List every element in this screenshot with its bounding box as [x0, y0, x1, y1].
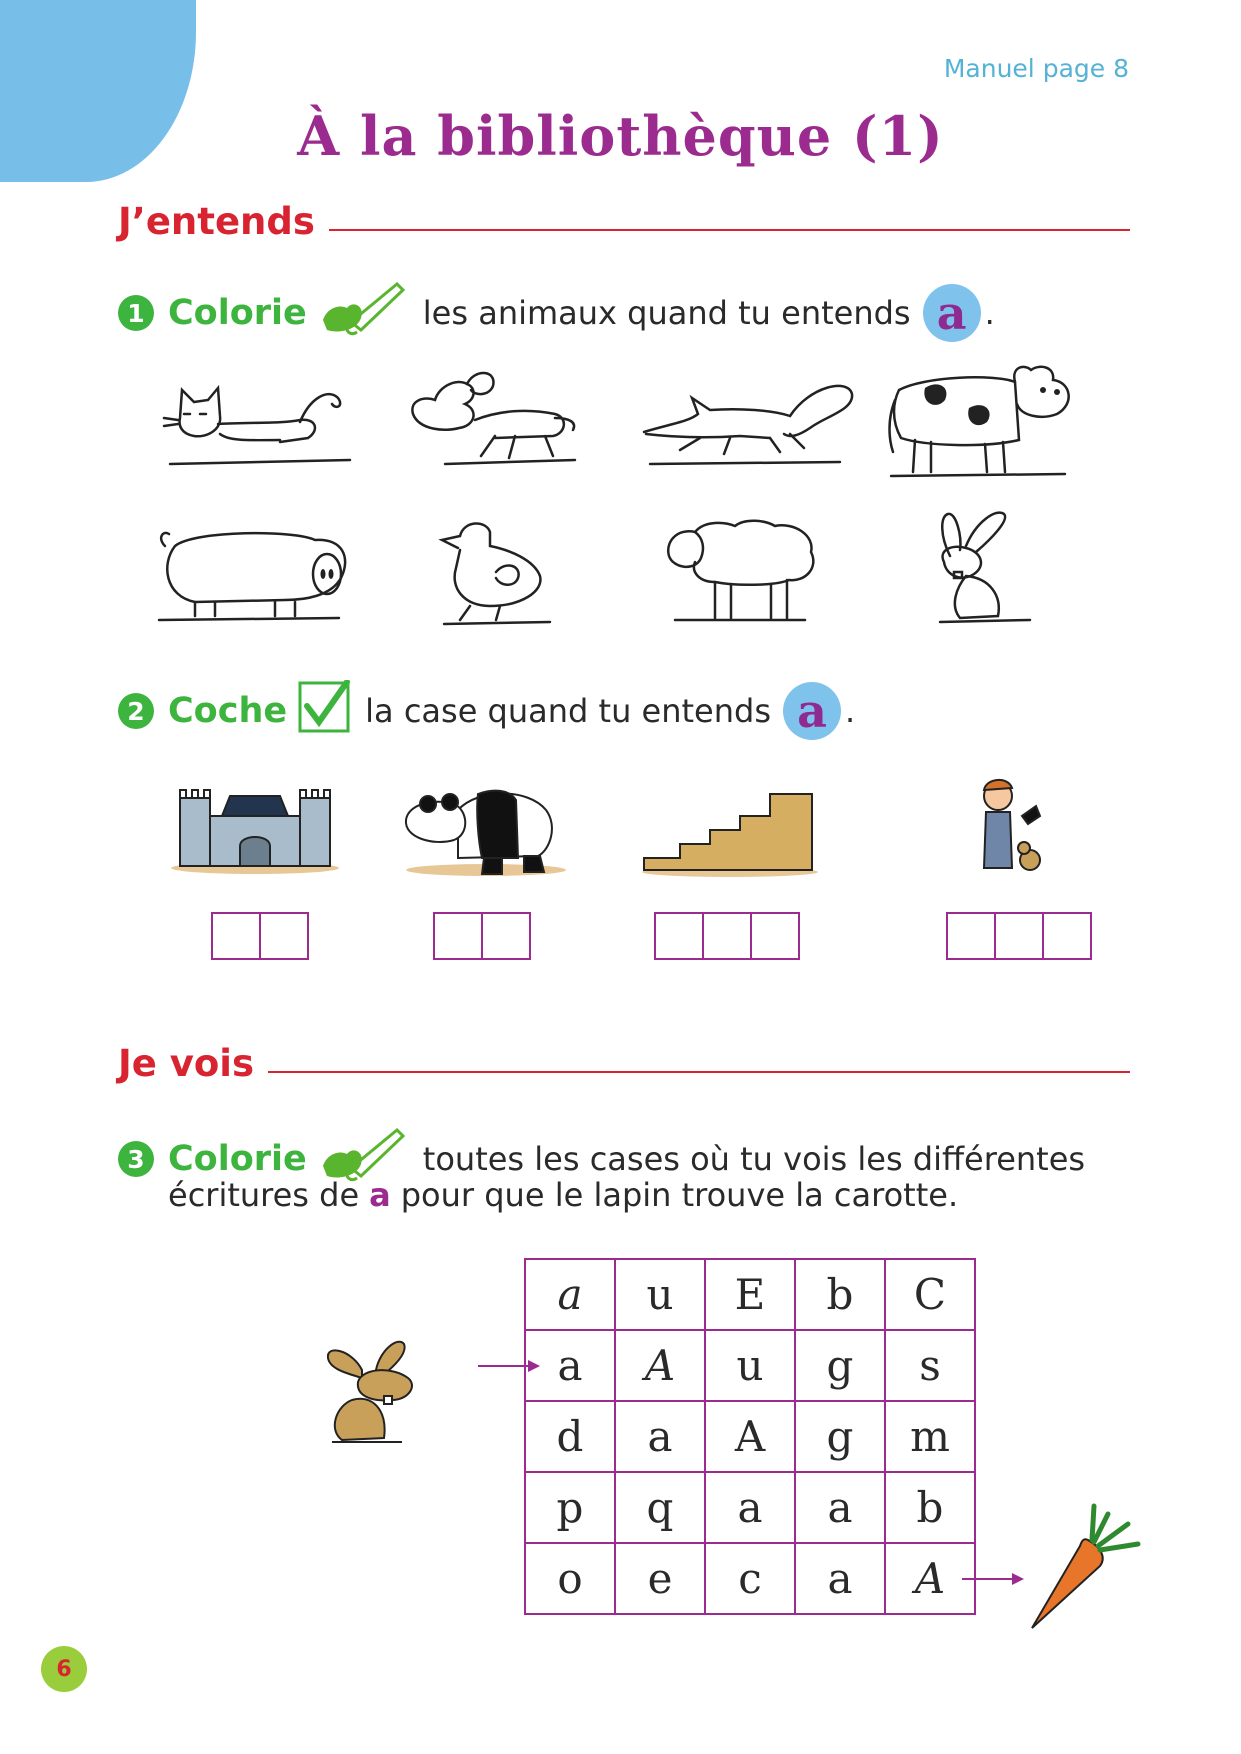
cow-drawing[interactable] — [885, 360, 1085, 480]
syllable-box[interactable] — [702, 914, 750, 958]
grid-row — [525, 1259, 975, 1330]
grid-cell[interactable]: A — [705, 1401, 795, 1472]
section-see-heading — [118, 1042, 1130, 1085]
grid-cell[interactable]: o — [525, 1543, 615, 1614]
grid-cell[interactable]: g — [795, 1330, 885, 1401]
exercise3-number: 3 — [118, 1141, 154, 1177]
dog-drawing[interactable] — [405, 360, 605, 470]
panda-picture[interactable] — [398, 780, 568, 878]
cat-drawing[interactable] — [160, 368, 360, 478]
grid-cell[interactable]: A — [615, 1330, 705, 1401]
letter-a-bubble: a — [783, 682, 841, 740]
fox-drawing[interactable] — [640, 372, 860, 472]
page-number: 6 — [41, 1646, 87, 1692]
grid-cell[interactable]: p — [525, 1472, 615, 1543]
exercise2-number: 2 — [118, 693, 154, 729]
grid-cell[interactable]: a — [525, 1259, 615, 1330]
exercise1-verb: Colorie — [168, 293, 307, 333]
grid-cell[interactable]: a — [705, 1472, 795, 1543]
exercise2-punct: . — [844, 692, 856, 730]
grid-cell[interactable]: b — [885, 1472, 975, 1543]
grid-cell[interactable]: d — [525, 1401, 615, 1472]
grid-cell[interactable]: e — [615, 1543, 705, 1614]
grid-cell[interactable]: E — [705, 1259, 795, 1330]
exercise1-instruction — [118, 278, 995, 348]
exercise2-verb: Coche — [168, 691, 288, 731]
stairs-picture[interactable] — [640, 788, 820, 878]
section-see-label: Je vois — [118, 1042, 254, 1085]
exercise3-verb: Colorie — [168, 1139, 307, 1179]
syllable-boxes-castle — [211, 912, 309, 960]
exercise3-text-after: pour que le lapin trouve la carotte. — [400, 1176, 959, 1214]
checkbox-icon — [297, 680, 351, 742]
sheep-drawing[interactable] — [655, 512, 825, 627]
page-title: À la bibliothèque (1) — [297, 104, 944, 168]
exercise2-text: la case quand tu entends — [365, 692, 771, 730]
pig-drawing[interactable] — [155, 516, 355, 626]
grid-cell[interactable]: g — [795, 1401, 885, 1472]
exercise3-text-before: écritures de — [168, 1176, 360, 1214]
syllable-box[interactable] — [994, 914, 1042, 958]
section-divider — [329, 229, 1130, 231]
grid-cell[interactable]: u — [615, 1259, 705, 1330]
grid-cell[interactable]: a — [525, 1330, 615, 1401]
syllable-boxes-stairs — [654, 912, 800, 960]
grid-cell[interactable]: m — [885, 1401, 975, 1472]
exercise3-text-line1: toutes les cases où tu vois les différentes — [422, 1140, 1086, 1178]
castle-picture[interactable] — [170, 776, 340, 876]
grid-cell[interactable]: a — [795, 1543, 885, 1614]
manual-reference: Manuel page 8 — [943, 54, 1129, 83]
section-hear-label: J’entends — [118, 200, 315, 243]
syllable-box[interactable] — [259, 914, 307, 958]
paintbrush-icon — [317, 278, 409, 348]
exercise3-letter: a — [369, 1176, 391, 1214]
exercise1-text: les animaux quand tu entends — [422, 294, 911, 332]
grid-cell[interactable]: q — [615, 1472, 705, 1543]
syllable-boxes-panda — [433, 912, 531, 960]
boy-with-teddy-picture[interactable] — [968, 772, 1058, 882]
syllable-box[interactable] — [213, 914, 259, 958]
syllable-box[interactable] — [656, 914, 702, 958]
grid-cell[interactable]: C — [885, 1259, 975, 1330]
exercise3-instruction-line2 — [168, 1176, 958, 1214]
section-hear-heading — [118, 200, 1130, 243]
grid-row — [525, 1330, 975, 1401]
syllable-boxes-boy — [946, 912, 1092, 960]
syllable-box[interactable] — [948, 914, 994, 958]
rabbit-illustration — [322, 1330, 432, 1450]
grid-cell[interactable]: A — [885, 1543, 975, 1614]
grid-row — [525, 1472, 975, 1543]
syllable-box[interactable] — [750, 914, 798, 958]
syllable-box[interactable] — [1042, 914, 1090, 958]
rabbit-drawing[interactable] — [920, 506, 1040, 631]
letter-a-bubble: a — [923, 284, 981, 342]
grid-cell[interactable]: s — [885, 1330, 975, 1401]
grid-cell[interactable]: u — [705, 1330, 795, 1401]
exercise1-number: 1 — [118, 295, 154, 331]
grid-cell[interactable]: c — [705, 1543, 795, 1614]
grid-cell[interactable]: b — [795, 1259, 885, 1330]
section-divider — [268, 1071, 1130, 1073]
grid-cell[interactable]: a — [615, 1401, 705, 1472]
grid-cell[interactable]: a — [795, 1472, 885, 1543]
duck-drawing[interactable] — [430, 516, 570, 631]
exercise2-instruction — [118, 680, 855, 742]
grid-row — [525, 1401, 975, 1472]
exercise1-punct: . — [984, 294, 995, 332]
letter-grid — [524, 1258, 976, 1615]
syllable-box[interactable] — [481, 914, 529, 958]
grid-row — [525, 1543, 975, 1614]
syllable-box[interactable] — [435, 914, 481, 958]
carrot-illustration — [1028, 1500, 1143, 1630]
